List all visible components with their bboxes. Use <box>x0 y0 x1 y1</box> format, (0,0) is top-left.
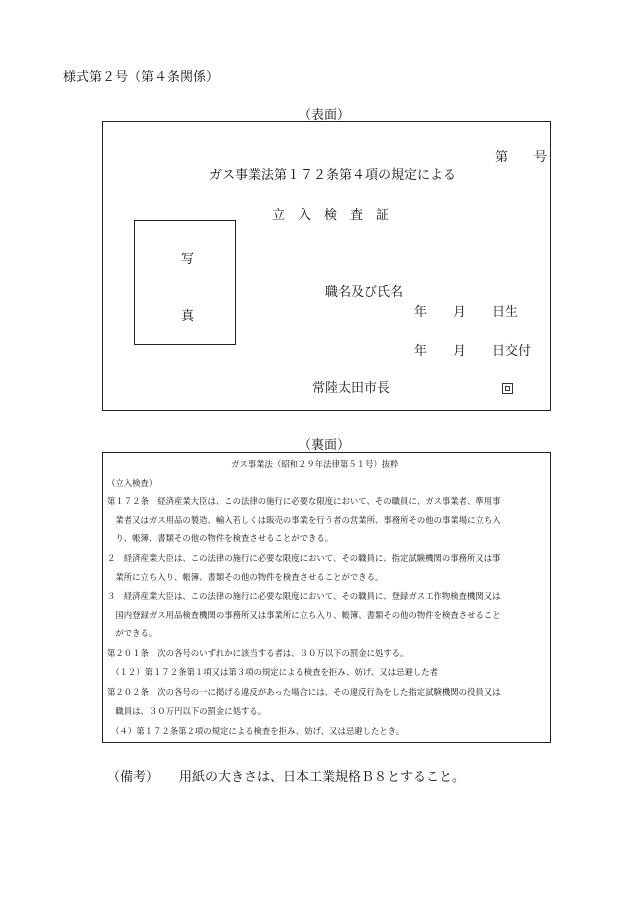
back-line: 第２０１条 次の各号のいずれかに該当する者は、３０万以下の罰金に処する。 <box>107 648 409 658</box>
issue-date: 年 月 日交付 <box>414 344 532 359</box>
back-card <box>102 452 551 743</box>
back-line: （４）第１７２条第２項の規定による検査を拒み、妨げ、又は忌避したとき。 <box>107 726 405 736</box>
photo-area <box>134 220 236 345</box>
back-line: （立入検査） <box>107 478 158 488</box>
back-line: り、帳簿、書類その他の物件を検査させることができる。 <box>107 533 334 543</box>
back-side-label: （裏面） <box>298 438 351 453</box>
back-line: 国内登録ガス用品検査機関の事務所又は事業所に立ち入り、帳簿、書類その他の物件を検査させること <box>107 610 501 620</box>
position-name-label: 職名及び氏名 <box>325 285 404 300</box>
back-line: 業所に立ち入り、帳簿、書類その他の物件を検査させることができる。 <box>107 572 384 582</box>
remarks-text: 用紙の大きさは、日本工業規格Ｂ８とすること。 <box>179 770 466 785</box>
back-line: （１２）第１７２条第１項又は第３項の規定による検査を拒み、妨げ、又は忌避した者 <box>107 667 438 677</box>
front-card <box>102 121 551 411</box>
back-line: 第１７２条 経済産業大臣は、この法律の施行に必要な限度において、その職員に、ガス事業者、準用事 <box>107 496 501 506</box>
certificate-number: 第 号 <box>495 150 548 165</box>
back-line: 職員は、３０万円以下の罰金に処する。 <box>107 706 267 716</box>
seal-icon <box>502 379 513 398</box>
remarks-label: （備考） <box>107 770 160 785</box>
issuer: 常陸太田市長 <box>312 381 391 396</box>
remarks-note <box>107 766 465 785</box>
back-line: 第２０２条 次の各号の一に掲げる違反があった場合には、その違反行為をした指定試験機関の役員又は <box>107 687 501 697</box>
back-line: ができる。 <box>107 628 158 638</box>
photo-label-bottom: 真 <box>181 309 195 324</box>
birth-date: 年 月 日生 <box>414 305 519 320</box>
law-reference: ガス事業法第１７２条第４項の規定による <box>209 168 457 183</box>
back-heading: ガス事業法（昭和２９年法律第５１号）抜粋 <box>231 459 399 469</box>
certificate-title: 立 入 検 査 証 <box>272 208 390 223</box>
back-line: ２ 経済産業大臣は、この法律の施行に必要な限度において、その職員に、指定試験機関の事務所又は事 <box>107 553 501 563</box>
form-title: 様式第２号（第４条関係） <box>63 70 220 85</box>
back-line: 業者又はガス用品の製造、輸入若しくは販売の事業を行う者の営業所、事務所その他の事業場に立ち入 <box>107 515 501 525</box>
photo-label-top: 写 <box>181 252 195 267</box>
back-line: ３ 経済産業大臣は、この法律の施行に必要な限度において、その職員に、登録ガス工作物検査機関又は <box>107 591 501 601</box>
front-side-label: （表面） <box>298 108 351 123</box>
